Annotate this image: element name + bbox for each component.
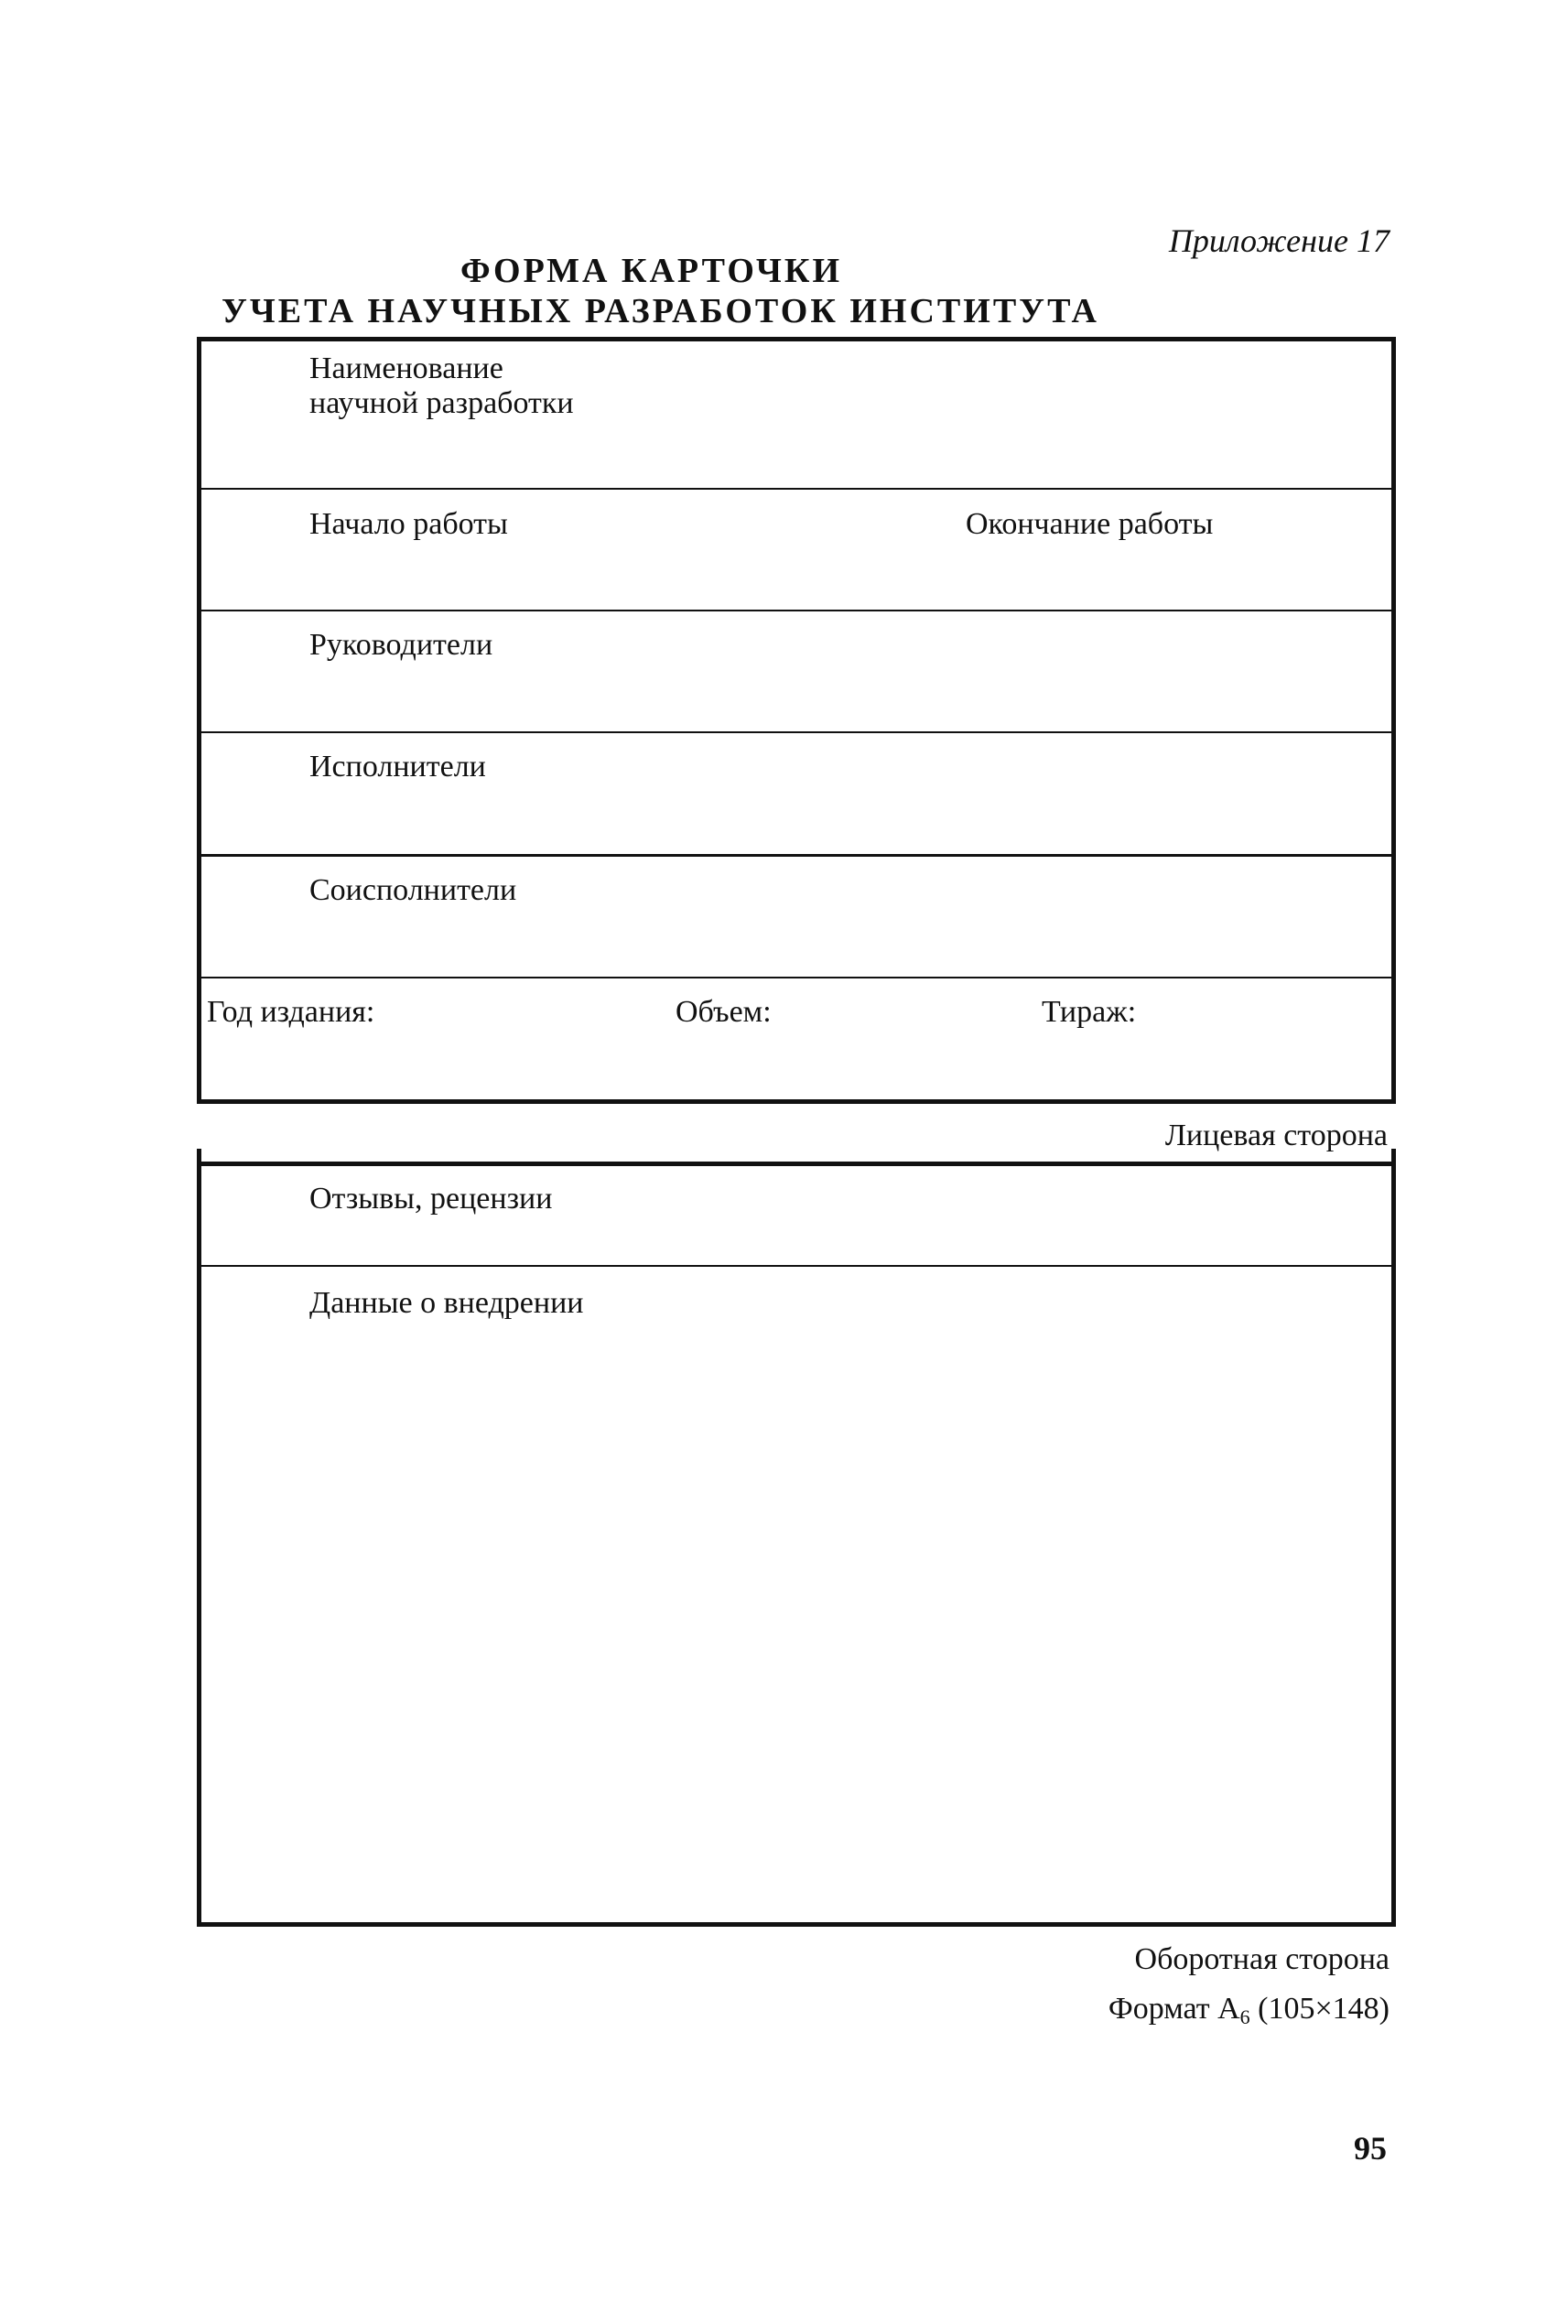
- divider: [201, 337, 1391, 341]
- name-label-line2: научной разработки: [309, 386, 574, 420]
- divider: [201, 610, 1391, 611]
- divider: [201, 977, 1391, 978]
- page-number: 95: [1354, 2130, 1387, 2167]
- end-label: Окончание работы: [966, 507, 1214, 541]
- year-label: Год издания:: [207, 995, 375, 1029]
- reviews-label: Отзывы, рецензии: [309, 1182, 553, 1216]
- divider: [201, 1922, 1391, 1927]
- name-label-line1: Наименование: [309, 351, 503, 385]
- divider: [201, 1265, 1391, 1267]
- divider: [201, 854, 1391, 857]
- circulation-label: Тираж:: [1042, 995, 1137, 1029]
- start-label: Начало работы: [309, 507, 508, 541]
- co-executors-label: Соисполнители: [309, 873, 517, 907]
- card-back-side: [197, 1149, 1396, 1927]
- format-note: [1108, 1992, 1390, 2029]
- divider: [201, 731, 1391, 733]
- format-subscript: 6: [1239, 2005, 1250, 2028]
- card-front-side: [197, 337, 1396, 1104]
- volume-label: Объем:: [676, 995, 772, 1029]
- format-prefix: Формат А: [1108, 1992, 1240, 2026]
- leaders-label: Руководители: [309, 628, 493, 662]
- divider: [201, 1162, 1391, 1166]
- executors-label: Исполнители: [309, 750, 486, 784]
- divider: [201, 488, 1391, 490]
- form-title-line2: УЧЕТА НАУЧНЫХ РАЗРАБОТОК ИНСТИТУТА: [222, 292, 1099, 330]
- implementation-label: Данные о внедрении: [309, 1286, 584, 1320]
- form-title-line1: ФОРМА КАРТОЧКИ: [460, 252, 843, 290]
- appendix-label: Приложение 17: [1168, 222, 1390, 259]
- back-side-caption: Оборотная сторона: [1134, 1942, 1390, 1976]
- format-size: (105×148): [1258, 1992, 1390, 2026]
- front-side-caption: Лицевая сторона: [1164, 1119, 1388, 1152]
- divider: [201, 1099, 1391, 1104]
